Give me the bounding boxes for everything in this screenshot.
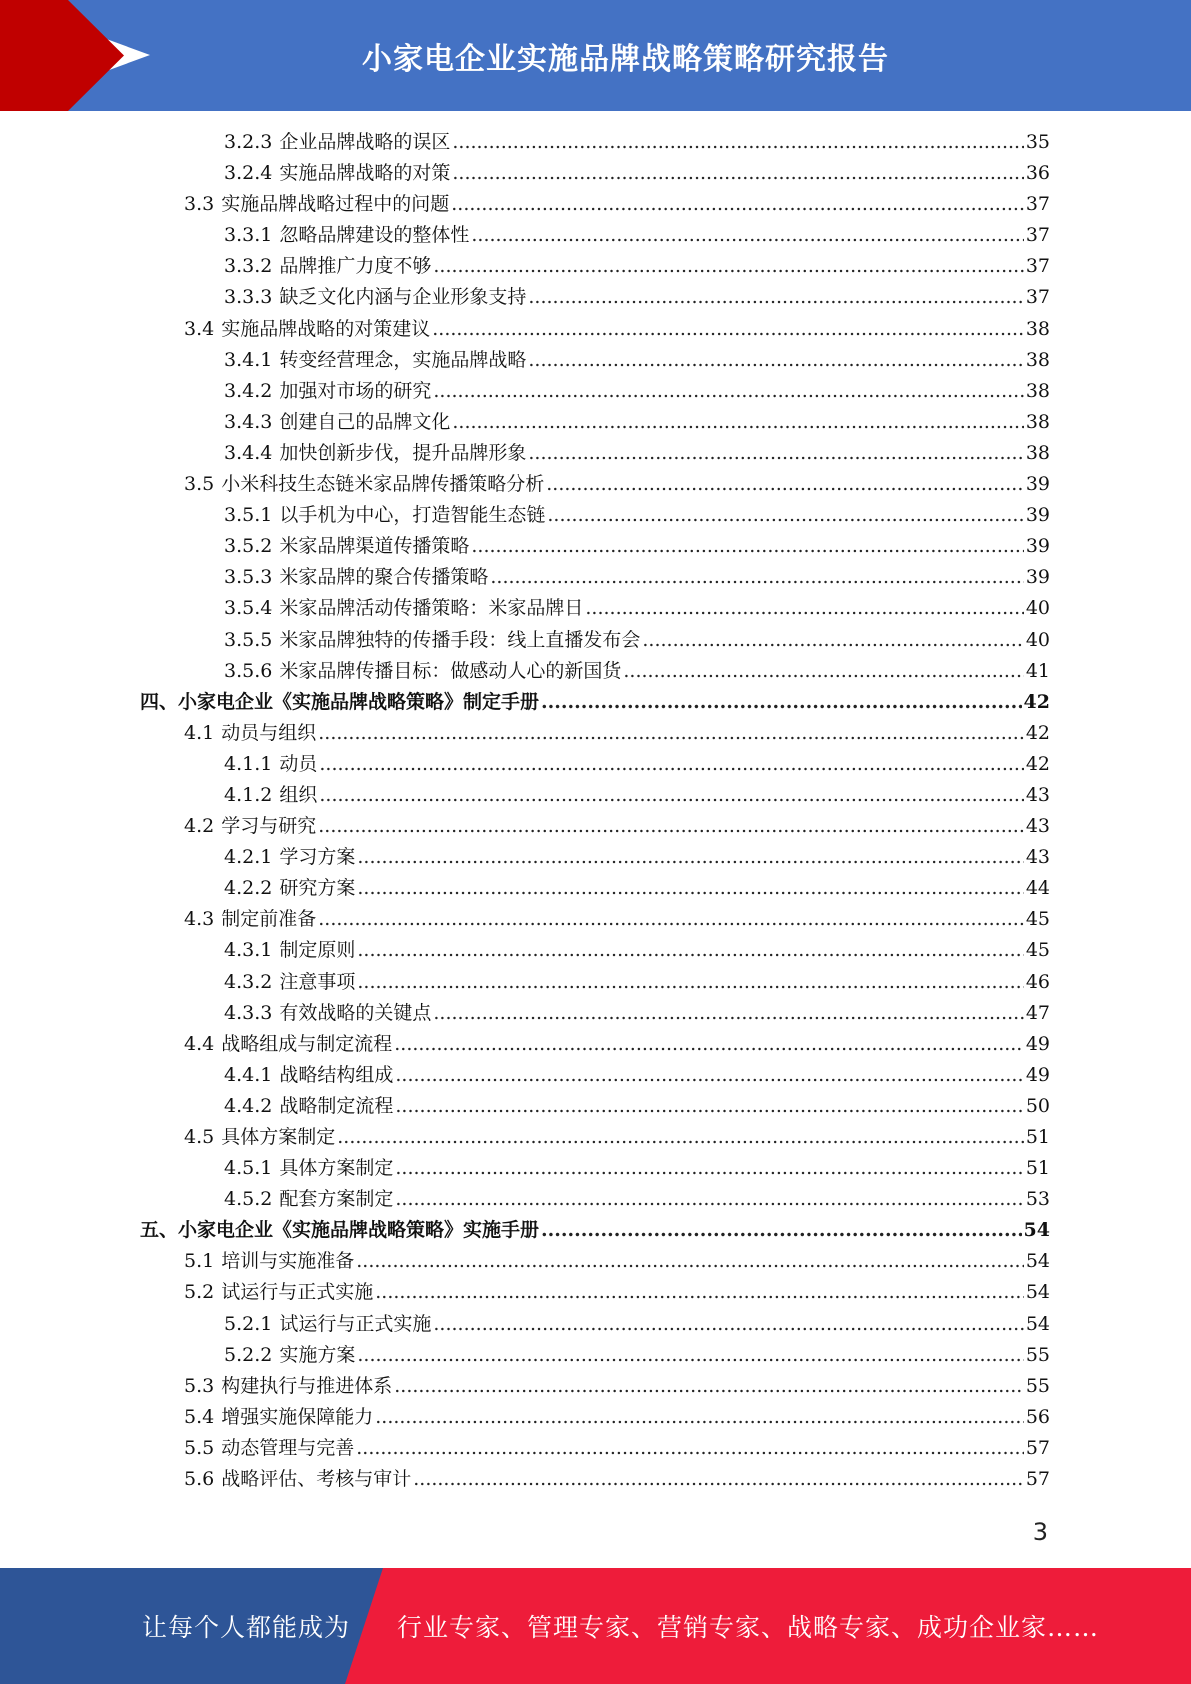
toc-entry-title: 注意事项 (279, 970, 356, 993)
toc-dot-leader (356, 1433, 1024, 1464)
toc-dot-leader (547, 500, 1023, 531)
toc-entry-page: 35 (1025, 131, 1050, 153)
toc-entry-page: 46 (1025, 970, 1050, 993)
toc-entry[interactable] (140, 1091, 1050, 1122)
toc-entry-page: 38 (1025, 441, 1050, 464)
toc-dot-leader (528, 282, 1023, 313)
toc-entry[interactable] (140, 1371, 1050, 1402)
toc-entry-title: 战略制定流程 (279, 1094, 394, 1117)
toc-entry[interactable] (140, 189, 1050, 220)
toc-entry-page: 37 (1025, 193, 1050, 216)
toc-dot-leader (319, 780, 1023, 811)
footer-slogan-left: 让每个人都能成为 (142, 1613, 351, 1642)
toc-dot-leader (433, 376, 1023, 407)
toc-entry[interactable] (140, 1122, 1050, 1153)
toc-entry-number: 4.3.2 (224, 970, 273, 993)
toc-entry-page: 37 (1025, 224, 1050, 247)
toc-entry[interactable] (140, 1215, 1050, 1246)
toc-entry-number: 3.4.3 (224, 410, 273, 433)
toc-entry-number: 4.1.1 (224, 752, 273, 775)
toc-entry-page: 54 (1025, 1281, 1050, 1304)
toc-entry[interactable] (140, 656, 1050, 687)
toc-entry-number: 3.3.1 (224, 224, 273, 247)
toc-entry-page: 37 (1025, 286, 1050, 309)
toc-entry-page: 36 (1025, 162, 1050, 185)
toc-entry[interactable] (140, 1433, 1050, 1464)
toc-dot-leader (528, 345, 1023, 376)
toc-entry-title: 实施品牌战略过程中的问题 (221, 193, 450, 216)
toc-entry-page: 54 (1025, 1312, 1050, 1335)
toc-dot-leader (318, 811, 1024, 842)
toc-dot-leader (319, 749, 1023, 780)
toc-dot-leader (546, 469, 1024, 500)
toc-entry-number: 4.1 (184, 721, 215, 744)
toc-dot-leader (585, 593, 1023, 624)
toc-entry-title: 加快创新步伐，提升品牌形象 (279, 441, 527, 464)
toc-entry-number: 3.5.2 (224, 535, 273, 558)
toc-entry-number: 5.3 (184, 1374, 215, 1397)
toc-entry[interactable] (140, 562, 1050, 593)
table-of-contents (140, 127, 1050, 1495)
toc-entry[interactable] (140, 1340, 1050, 1371)
toc-entry[interactable] (140, 935, 1050, 966)
toc-entry-title: 组织 (279, 783, 318, 806)
toc-entry-number: 5.2.2 (224, 1343, 273, 1366)
toc-entry-number: 3.5.3 (224, 566, 273, 589)
page-footer (0, 1568, 1191, 1684)
toc-entry-page: 38 (1025, 379, 1050, 402)
toc-dot-leader (528, 438, 1023, 469)
toc-entry[interactable] (140, 749, 1050, 780)
toc-dot-leader (623, 656, 1023, 687)
toc-dot-leader (318, 718, 1024, 749)
toc-dot-leader (413, 1464, 1024, 1495)
toc-entry[interactable] (140, 251, 1050, 282)
toc-entry-title: 实施品牌战略的对策建议 (221, 317, 431, 340)
toc-entry-page: 50 (1025, 1094, 1050, 1117)
toc-entry-number: 5.5 (184, 1436, 215, 1459)
toc-entry-title: 米家品牌的聚合传播策略 (279, 566, 489, 589)
toc-entry[interactable] (140, 1402, 1050, 1433)
toc-dot-leader (357, 1340, 1023, 1371)
toc-entry[interactable] (140, 127, 1050, 158)
toc-entry-number: 3.4 (184, 317, 215, 340)
toc-entry-title: 试运行与正式实施 (279, 1312, 432, 1335)
page-header (0, 0, 1191, 111)
toc-dot-leader (375, 1277, 1024, 1308)
toc-dot-leader (318, 904, 1024, 935)
toc-dot-leader (452, 127, 1023, 158)
toc-dot-leader (541, 1215, 1022, 1246)
toc-entry-page: 38 (1025, 317, 1050, 340)
toc-entry[interactable] (140, 438, 1050, 469)
toc-entry-title: 构建执行与推进体系 (221, 1374, 393, 1397)
toc-entry-number: 4.5 (184, 1126, 215, 1148)
toc-dot-leader (451, 189, 1024, 220)
toc-entry[interactable] (140, 998, 1050, 1029)
toc-entry-title: 动态管理与完善 (221, 1436, 355, 1459)
toc-entry-page: 39 (1025, 535, 1050, 558)
toc-entry[interactable] (140, 158, 1050, 189)
toc-entry-number: 3.4.1 (224, 348, 273, 371)
toc-entry-title: 实施方案 (279, 1343, 356, 1366)
toc-entry-title: 战略组成与制定流程 (221, 1032, 393, 1055)
toc-entry[interactable] (140, 500, 1050, 531)
toc-entry[interactable] (140, 282, 1050, 313)
toc-dot-leader (433, 1309, 1023, 1340)
toc-entry-page: 55 (1025, 1343, 1050, 1366)
toc-dot-leader (541, 687, 1022, 718)
toc-entry-number: 4.4.2 (224, 1094, 273, 1117)
toc-entry-title: 动员与组织 (221, 721, 317, 744)
toc-entry[interactable] (140, 1153, 1050, 1184)
toc-entry[interactable] (140, 780, 1050, 811)
toc-entry-page: 45 (1025, 939, 1050, 962)
toc-entry-title: 以手机为中心，打造智能生态链 (279, 504, 546, 527)
toc-entry-title: 加强对市场的研究 (279, 379, 432, 402)
toc-entry-title: 增强实施保障能力 (221, 1405, 374, 1428)
toc-dot-leader (395, 1060, 1023, 1091)
toc-dot-leader (452, 158, 1023, 189)
toc-dot-leader (357, 967, 1023, 998)
toc-entry-title: 具体方案制定 (279, 1157, 394, 1180)
toc-entry[interactable] (140, 687, 1050, 718)
toc-entry[interactable] (140, 811, 1050, 842)
toc-dot-leader (375, 1402, 1024, 1433)
toc-entry-title: 缺乏文化内涵与企业形象支持 (279, 286, 527, 309)
toc-dot-leader (337, 1122, 1024, 1153)
toc-entry-title: 培训与实施准备 (221, 1250, 355, 1273)
page-number: 3 (1032, 1518, 1048, 1546)
toc-dot-leader (490, 562, 1023, 593)
toc-entry-title: 米家品牌独特的传播手段：线上直播发布会 (279, 628, 641, 651)
toc-entry-page: 53 (1025, 1188, 1050, 1211)
toc-dot-leader (471, 220, 1023, 251)
toc-entry-title: 四、小家电企业《实施品牌战略策略》制定手册 (140, 690, 540, 713)
toc-dot-leader (395, 1184, 1023, 1215)
toc-entry-page: 57 (1025, 1468, 1050, 1491)
toc-entry-title: 战略评估、考核与审计 (221, 1468, 412, 1491)
toc-entry-page: 39 (1025, 566, 1050, 589)
toc-entry-page: 55 (1025, 1374, 1050, 1397)
toc-entry-page: 39 (1025, 473, 1050, 496)
toc-entry-number: 3.5.1 (224, 504, 273, 527)
toc-entry[interactable] (140, 873, 1050, 904)
toc-entry-page: 54 (1023, 1219, 1050, 1242)
toc-entry-number: 3.4.4 (224, 441, 273, 464)
toc-dot-leader (357, 873, 1023, 904)
toc-entry-page: 38 (1025, 348, 1050, 371)
toc-entry-page: 51 (1025, 1157, 1050, 1180)
toc-entry-number: 3.5 (184, 473, 215, 496)
toc-entry-page: 43 (1025, 846, 1050, 869)
toc-entry-page: 43 (1025, 815, 1050, 838)
toc-entry-number: 3.4.2 (224, 379, 273, 402)
toc-dot-leader (452, 407, 1023, 438)
toc-entry-title: 创建自己的品牌文化 (279, 410, 451, 433)
toc-entry-page: 47 (1025, 1001, 1050, 1024)
toc-entry[interactable] (140, 1464, 1050, 1495)
toc-entry-number: 4.3.3 (224, 1001, 273, 1024)
toc-entry-number: 3.2.3 (224, 131, 273, 153)
toc-entry-page: 56 (1025, 1405, 1050, 1428)
toc-entry-title: 动员 (279, 752, 318, 775)
toc-dot-leader (357, 935, 1023, 966)
toc-entry-page: 37 (1025, 255, 1050, 278)
toc-entry[interactable] (140, 314, 1050, 345)
toc-entry-title: 研究方案 (279, 877, 356, 900)
toc-entry[interactable] (140, 625, 1050, 656)
toc-entry-title: 实施品牌战略的对策 (279, 162, 451, 185)
footer-slogan-right: 行业专家、管理专家、营销专家、战略专家、成功企业家…… (397, 1613, 1100, 1642)
toc-dot-leader (471, 531, 1023, 562)
document-title: 小家电企业实施品牌战略策略研究报告 (362, 41, 889, 77)
toc-entry-title: 小米科技生态链米家品牌传播策略分析 (221, 473, 545, 496)
toc-entry-title: 配套方案制定 (279, 1188, 394, 1211)
toc-entry[interactable] (140, 469, 1050, 500)
header-arrow-icon (0, 0, 140, 111)
toc-entry-number: 3.5.5 (224, 628, 273, 651)
toc-entry-number: 4.2.2 (224, 877, 273, 900)
toc-entry-title: 学习与研究 (221, 815, 317, 838)
toc-entry[interactable] (140, 593, 1050, 624)
toc-entry[interactable] (140, 904, 1050, 935)
toc-entry-number: 5.2 (184, 1281, 215, 1304)
toc-entry-number: 5.4 (184, 1405, 215, 1428)
toc-entry-title: 米家品牌传播目标：做感动人心的新国货 (279, 659, 622, 682)
toc-entry-number: 4.3.1 (224, 939, 273, 962)
toc-entry-number: 4.4.1 (224, 1063, 273, 1086)
toc-dot-leader (432, 314, 1024, 345)
toc-entry-number: 5.1 (184, 1250, 215, 1273)
toc-entry-number: 4.4 (184, 1032, 215, 1055)
toc-entry-number: 3.5.6 (224, 659, 273, 682)
toc-entry[interactable] (140, 1060, 1050, 1091)
toc-entry[interactable] (140, 1184, 1050, 1215)
toc-dot-leader (394, 1371, 1024, 1402)
toc-entry-title: 品牌推广力度不够 (279, 255, 432, 278)
toc-dot-leader (357, 842, 1023, 873)
toc-entry-page: 57 (1025, 1436, 1050, 1459)
toc-entry[interactable] (140, 1029, 1050, 1060)
toc-entry-page: 43 (1025, 783, 1050, 806)
toc-entry[interactable] (140, 842, 1050, 873)
toc-entry-title: 米家品牌活动传播策略：米家品牌日 (279, 597, 584, 620)
toc-dot-leader (642, 625, 1023, 656)
toc-entry-title: 制定前准备 (221, 908, 317, 931)
toc-dot-leader (394, 1029, 1024, 1060)
toc-entry-title: 转变经营理念，实施品牌战略 (279, 348, 527, 371)
toc-entry[interactable] (140, 1277, 1050, 1308)
toc-entry-page: 49 (1025, 1063, 1050, 1086)
toc-entry-title: 学习方案 (279, 846, 356, 869)
toc-entry-page: 54 (1025, 1250, 1050, 1273)
toc-entry-number: 3.2.4 (224, 162, 273, 185)
toc-entry-title: 忽略品牌建设的整体性 (279, 224, 470, 247)
toc-entry-number: 3.3.2 (224, 255, 273, 278)
toc-entry-page: 41 (1025, 659, 1050, 682)
toc-entry-number: 4.5.1 (224, 1157, 273, 1180)
toc-entry-title: 试运行与正式实施 (221, 1281, 374, 1304)
toc-entry-number: 4.5.2 (224, 1188, 273, 1211)
toc-entry-title: 五、小家电企业《实施品牌战略策略》实施手册 (140, 1219, 540, 1242)
toc-entry-number: 5.2.1 (224, 1312, 273, 1335)
toc-entry-number: 3.5.4 (224, 597, 273, 620)
toc-entry-number: 3.3.3 (224, 286, 273, 309)
toc-entry-page: 45 (1025, 908, 1050, 931)
toc-dot-leader (433, 998, 1023, 1029)
toc-entry-page: 39 (1025, 504, 1050, 527)
toc-dot-leader (395, 1091, 1023, 1122)
toc-entry[interactable] (140, 531, 1050, 562)
toc-entry-title: 具体方案制定 (221, 1126, 336, 1148)
toc-entry[interactable] (140, 407, 1050, 438)
toc-entry[interactable] (140, 220, 1050, 251)
toc-entry-page: 42 (1025, 752, 1050, 775)
toc-entry-page: 44 (1025, 877, 1050, 900)
toc-entry-title: 制定原则 (279, 939, 356, 962)
toc-dot-leader (433, 251, 1023, 282)
toc-entry[interactable] (140, 345, 1050, 376)
toc-entry-title: 战略结构组成 (279, 1063, 394, 1086)
toc-entry-number: 4.1.2 (224, 783, 273, 806)
toc-entry-page: 51 (1025, 1126, 1050, 1148)
toc-dot-leader (356, 1246, 1024, 1277)
toc-entry-page: 42 (1023, 690, 1050, 713)
toc-entry[interactable] (140, 718, 1050, 749)
toc-entry-title: 有效战略的关键点 (279, 1001, 432, 1024)
toc-dot-leader (395, 1153, 1023, 1184)
toc-entry-page: 49 (1025, 1032, 1050, 1055)
toc-entry[interactable] (140, 1246, 1050, 1277)
toc-entry[interactable] (140, 967, 1050, 998)
toc-entry-page: 40 (1025, 597, 1050, 620)
toc-entry-title: 米家品牌渠道传播策略 (279, 535, 470, 558)
toc-entry-number: 5.6 (184, 1468, 215, 1491)
toc-entry[interactable] (140, 1309, 1050, 1340)
toc-entry-number: 4.2.1 (224, 846, 273, 869)
toc-entry[interactable] (140, 376, 1050, 407)
toc-entry-page: 38 (1025, 410, 1050, 433)
toc-entry-number: 4.3 (184, 908, 215, 931)
toc-entry-number: 3.3 (184, 193, 215, 216)
toc-entry-title: 企业品牌战略的误区 (279, 131, 451, 153)
toc-entry-page: 42 (1025, 721, 1050, 744)
toc-entry-number: 4.2 (184, 815, 215, 838)
toc-entry-page: 40 (1025, 628, 1050, 651)
